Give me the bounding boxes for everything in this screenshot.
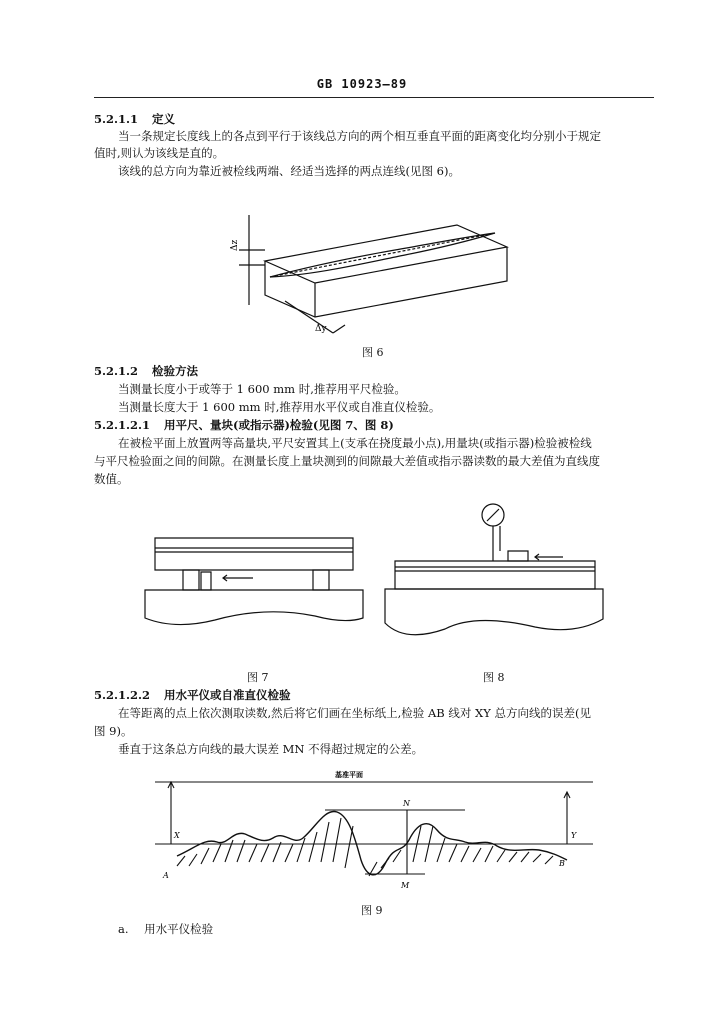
list-marker: a. [118, 922, 129, 936]
list-item [118, 921, 213, 938]
straightedge [155, 538, 353, 570]
indicator-base [508, 551, 528, 561]
section-52122-heading [94, 687, 291, 703]
figure-7-diagram [145, 530, 365, 650]
figure-9-diagram [155, 768, 595, 898]
section-number: 5.2.1.2.1 [94, 418, 151, 432]
paragraph-line: 图 9)。 [94, 724, 133, 738]
figure-8-caption: 图 8 [483, 671, 505, 684]
section-title: 用水平仪或自准直仪检验 [164, 688, 291, 702]
section-number: 5.2.1.2 [94, 364, 139, 378]
hatching [177, 818, 553, 876]
section-5211-heading [94, 111, 175, 127]
paragraph-line: 值时,则认为该线是直的。 [94, 146, 225, 160]
paragraph-line: 在等距离的点上依次测取读数,然后将它们画在坐标纸上,检验 AB 线对 XY 总方向线的误差(见 [118, 706, 591, 720]
straightedge [395, 561, 595, 589]
section-52121-heading [94, 417, 394, 433]
n-label: N [403, 799, 410, 808]
m-label: M [401, 881, 410, 890]
workpiece-base [385, 589, 603, 635]
section-title: 用平尺、量块(或指示器)检验(见图 7、图 8) [164, 418, 394, 432]
paragraph-line: 该线的总方向为靠近被检线两端、经适当选择的两点连线(见图 6)。 [118, 164, 460, 178]
header-rule [94, 97, 654, 98]
dz-label: Δz [230, 239, 240, 251]
section-number: 5.2.1.2.2 [94, 688, 151, 702]
figure-6-caption: 图 6 [362, 346, 384, 359]
paragraph-line: 数值。 [94, 472, 129, 486]
paragraph-line: 当测量长度大于 1 600 mm 时,推荐用水平仪或自准直仪检验。 [118, 400, 441, 414]
figure-8-diagram [385, 495, 610, 645]
section-title: 定义 [152, 112, 176, 126]
figure-6-diagram [225, 205, 525, 345]
ab-profile-line [177, 811, 567, 874]
paragraph-line: 当一条规定长度线上的各点到平行于该线总方向的两个相互垂直平面的距离变化均分别小于规定 [118, 129, 601, 143]
dy-label: Δy [315, 324, 327, 334]
section-title: 检验方法 [152, 364, 199, 378]
figure-9-caption: 图 9 [361, 904, 383, 917]
gauge-block-probe [201, 572, 211, 590]
gauge-block-left [183, 570, 199, 590]
reference-plane-label: 基准平面 [335, 770, 363, 779]
gauge-block-right [313, 570, 329, 590]
list-item-text: 用水平仪检验 [144, 922, 214, 936]
section-5212-heading [94, 363, 198, 379]
figure-7-caption: 图 7 [247, 671, 269, 684]
paragraph-line: 垂直于这条总方向线的最大误差 MN 不得超过规定的公差。 [118, 742, 424, 756]
paragraph-line: 当测量长度小于或等于 1 600 mm 时,推荐用平尺检验。 [118, 382, 406, 396]
b-label: B [559, 859, 565, 868]
section-number: 5.2.1.1 [94, 112, 139, 126]
workpiece-base [145, 590, 363, 625]
y-label: Y [571, 831, 577, 840]
paragraph-line: 与平尺检验面之间的间隙。在测量长度上量块测到的间隙最大差值或指示器读数的最大差值为直线度 [94, 454, 600, 468]
x-label: X [174, 831, 180, 840]
paragraph-line: 在被检平面上放置两等高量块,平尺安置其上(支承在挠度最小点),用量块(或指示器)检验被检线 [118, 436, 592, 450]
a-label: A [163, 871, 169, 880]
standard-header: GB 10923—89 [316, 77, 408, 91]
bar-side-faces [265, 247, 507, 317]
